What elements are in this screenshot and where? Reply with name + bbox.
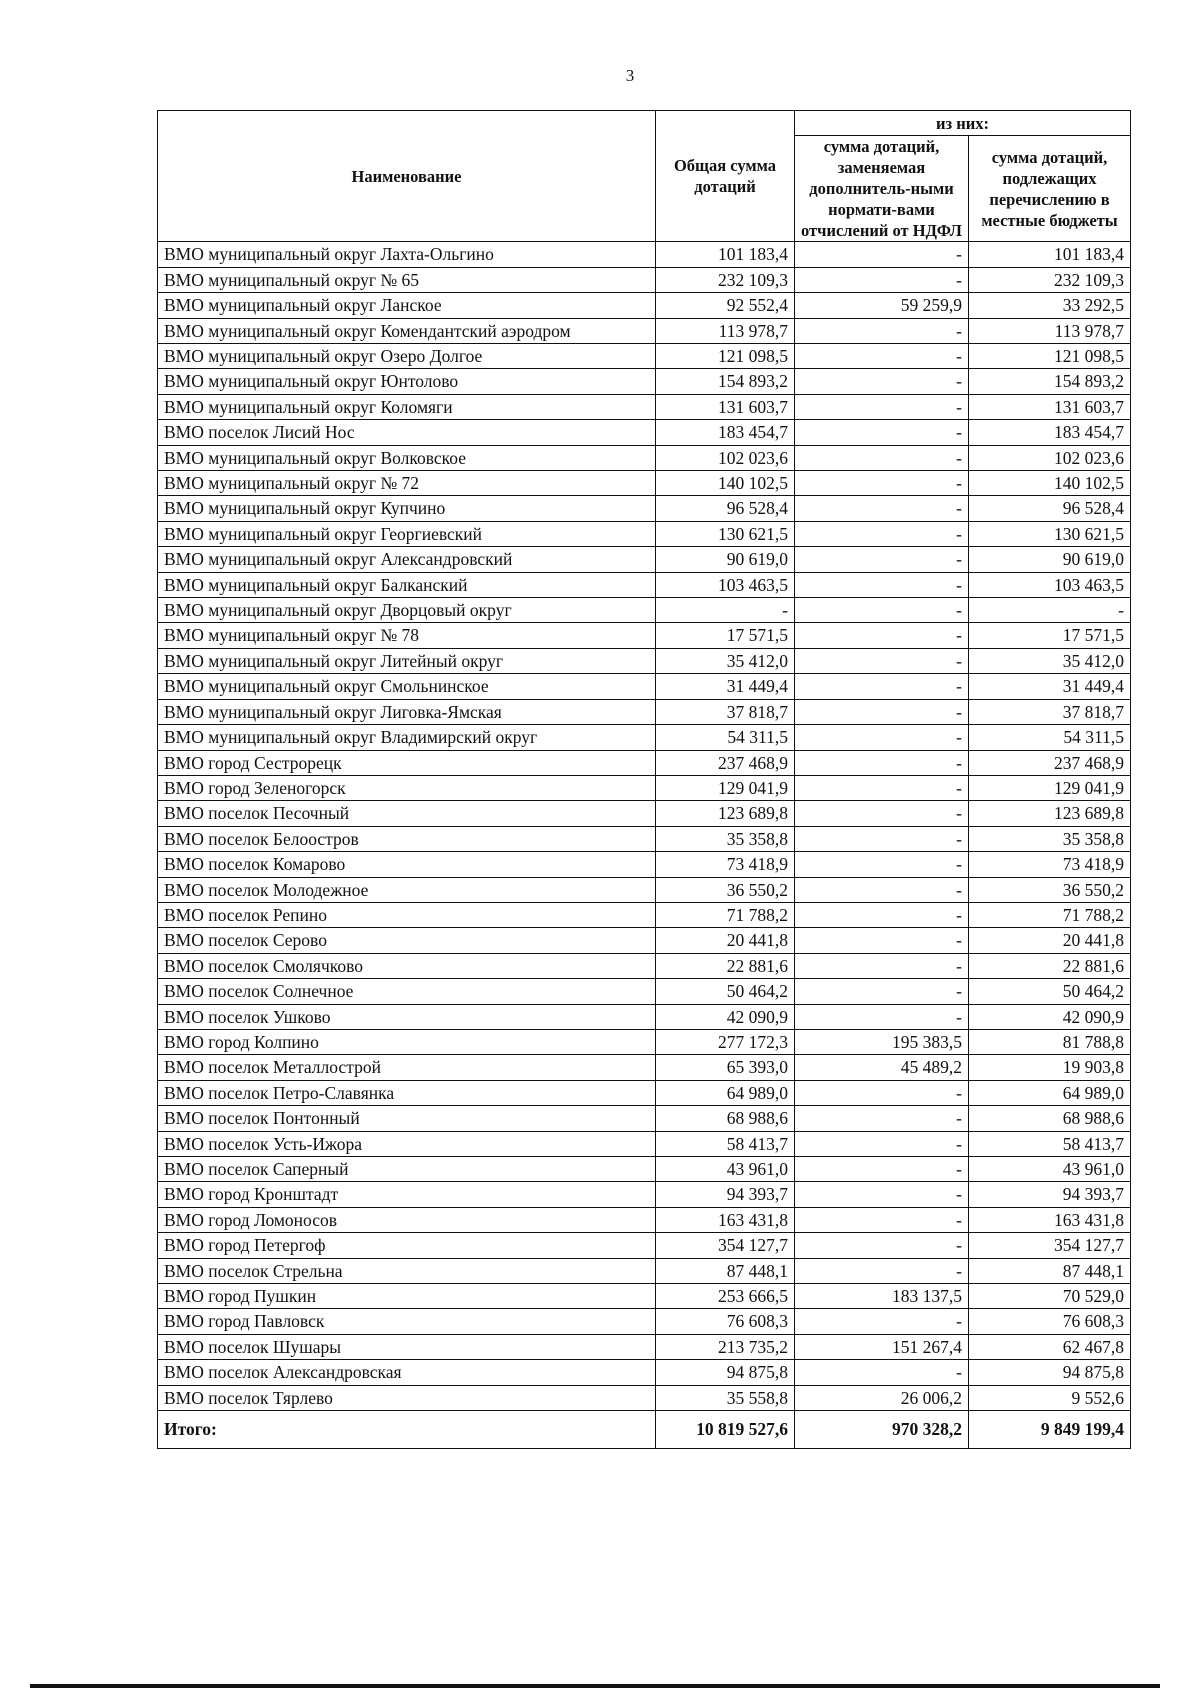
table-row: [158, 1233, 1131, 1258]
row-transfer: 123 689,8: [969, 801, 1131, 826]
table-row: [158, 521, 1131, 546]
row-total: 232 109,3: [656, 267, 795, 292]
row-transfer: 129 041,9: [969, 775, 1131, 800]
row-total: 94 393,7: [656, 1182, 795, 1207]
table-row: [158, 293, 1131, 318]
row-name: ВМО поселок Тярлево: [158, 1385, 656, 1410]
row-name: ВМО поселок Шушары: [158, 1334, 656, 1359]
row-total: 354 127,7: [656, 1233, 795, 1258]
row-total: 58 413,7: [656, 1131, 795, 1156]
table-row: [158, 1029, 1131, 1054]
row-transfer: 130 621,5: [969, 521, 1131, 546]
row-total: 64 989,0: [656, 1080, 795, 1105]
row-transfer: 113 978,7: [969, 318, 1131, 343]
row-replaced: -: [795, 267, 969, 292]
row-name: ВМО муниципальный округ Владимирский округ: [158, 725, 656, 750]
table-row: [158, 877, 1131, 902]
row-name: ВМО муниципальный округ Комендантский аэродром: [158, 318, 656, 343]
table-row: [158, 598, 1131, 623]
header-group: из них:: [795, 111, 1131, 136]
row-name: ВМО поселок Репино: [158, 902, 656, 927]
row-replaced: -: [795, 344, 969, 369]
row-transfer: 76 608,3: [969, 1309, 1131, 1334]
row-name: ВМО город Колпино: [158, 1029, 656, 1054]
row-total: 103 463,5: [656, 572, 795, 597]
row-total: 237 468,9: [656, 750, 795, 775]
table-row: [158, 1258, 1131, 1283]
table-row: [158, 775, 1131, 800]
row-transfer: 19 903,8: [969, 1055, 1131, 1080]
row-replaced: -: [795, 1309, 969, 1334]
row-total: 54 311,5: [656, 725, 795, 750]
total-sum: 10 819 527,6: [656, 1411, 795, 1449]
row-total: 20 441,8: [656, 928, 795, 953]
row-total: 183 454,7: [656, 420, 795, 445]
row-total: 37 818,7: [656, 699, 795, 724]
row-total: 43 961,0: [656, 1157, 795, 1182]
header-replaced: сумма дотаций, заменяемая дополнитель-ными нормати-вами отчислений от НДФЛ: [795, 136, 969, 242]
table-row: [158, 1004, 1131, 1029]
table-row: [158, 572, 1131, 597]
row-transfer: 94 393,7: [969, 1182, 1131, 1207]
table-row: [158, 1055, 1131, 1080]
table-row: [158, 445, 1131, 470]
row-replaced: 45 489,2: [795, 1055, 969, 1080]
row-total: 123 689,8: [656, 801, 795, 826]
row-transfer: 232 109,3: [969, 267, 1131, 292]
row-replaced: -: [795, 1080, 969, 1105]
row-transfer: 43 961,0: [969, 1157, 1131, 1182]
row-replaced: -: [795, 979, 969, 1004]
row-total: 76 608,3: [656, 1309, 795, 1334]
row-name: ВМО поселок Комарово: [158, 852, 656, 877]
row-replaced: -: [795, 699, 969, 724]
row-replaced: -: [795, 1360, 969, 1385]
row-replaced: -: [795, 648, 969, 673]
row-total: 31 449,4: [656, 674, 795, 699]
table-row: [158, 750, 1131, 775]
row-transfer: 35 412,0: [969, 648, 1131, 673]
row-transfer: 94 875,8: [969, 1360, 1131, 1385]
row-name: ВМО поселок Серово: [158, 928, 656, 953]
row-replaced: -: [795, 623, 969, 648]
row-transfer: 20 441,8: [969, 928, 1131, 953]
row-name: ВМО город Павловск: [158, 1309, 656, 1334]
row-total: 121 098,5: [656, 344, 795, 369]
row-total: 154 893,2: [656, 369, 795, 394]
row-name: ВМО муниципальный округ Георгиевский: [158, 521, 656, 546]
row-total: 101 183,4: [656, 242, 795, 267]
row-total: 140 102,5: [656, 471, 795, 496]
row-name: ВМО муниципальный округ Литейный округ: [158, 648, 656, 673]
row-total: 277 172,3: [656, 1029, 795, 1054]
row-replaced: -: [795, 674, 969, 699]
row-total: 131 603,7: [656, 394, 795, 419]
table-row: [158, 1131, 1131, 1156]
row-transfer: -: [969, 598, 1131, 623]
row-name: ВМО поселок Молодежное: [158, 877, 656, 902]
row-transfer: 70 529,0: [969, 1284, 1131, 1309]
row-replaced: -: [795, 877, 969, 902]
total-label: Итого:: [158, 1411, 656, 1449]
row-total: 213 735,2: [656, 1334, 795, 1359]
header-total: Общая сумма дотаций: [656, 111, 795, 242]
row-name: ВМО поселок Лисий Нос: [158, 420, 656, 445]
row-total: 36 550,2: [656, 877, 795, 902]
row-replaced: -: [795, 928, 969, 953]
row-name: ВМО муниципальный округ Ланское: [158, 293, 656, 318]
row-total: 94 875,8: [656, 1360, 795, 1385]
row-transfer: 58 413,7: [969, 1131, 1131, 1156]
row-replaced: -: [795, 852, 969, 877]
row-transfer: 102 023,6: [969, 445, 1131, 470]
row-name: ВМО муниципальный округ Дворцовый округ: [158, 598, 656, 623]
row-name: ВМО поселок Петро-Славянка: [158, 1080, 656, 1105]
table-row: [158, 1207, 1131, 1232]
row-transfer: 42 090,9: [969, 1004, 1131, 1029]
table-row: [158, 979, 1131, 1004]
row-total: 87 448,1: [656, 1258, 795, 1283]
row-replaced: -: [795, 521, 969, 546]
row-replaced: 59 259,9: [795, 293, 969, 318]
row-replaced: -: [795, 394, 969, 419]
row-total: 130 621,5: [656, 521, 795, 546]
row-name: ВМО поселок Понтонный: [158, 1106, 656, 1131]
row-replaced: -: [795, 598, 969, 623]
row-total: 17 571,5: [656, 623, 795, 648]
row-replaced: -: [795, 1182, 969, 1207]
row-replaced: -: [795, 420, 969, 445]
table-row: [158, 953, 1131, 978]
row-name: ВМО муниципальный округ Лахта-Ольгино: [158, 242, 656, 267]
row-transfer: 22 881,6: [969, 953, 1131, 978]
table-row: [158, 394, 1131, 419]
table-row: [158, 1182, 1131, 1207]
row-replaced: -: [795, 1131, 969, 1156]
row-transfer: 37 818,7: [969, 699, 1131, 724]
table-row: [158, 1080, 1131, 1105]
row-total: 50 464,2: [656, 979, 795, 1004]
table-row: [158, 344, 1131, 369]
table-row: [158, 471, 1131, 496]
row-transfer: 237 468,9: [969, 750, 1131, 775]
row-transfer: 9 552,6: [969, 1385, 1131, 1410]
row-name: ВМО муниципальный округ Волковское: [158, 445, 656, 470]
row-total: 129 041,9: [656, 775, 795, 800]
row-replaced: -: [795, 1106, 969, 1131]
row-total: 92 552,4: [656, 293, 795, 318]
row-replaced: -: [795, 471, 969, 496]
table-row: [158, 801, 1131, 826]
table-row: [158, 674, 1131, 699]
table-row: [158, 1334, 1131, 1359]
row-name: ВМО поселок Смолячково: [158, 953, 656, 978]
page-number: 3: [625, 66, 635, 85]
row-transfer: 96 528,4: [969, 496, 1131, 521]
row-transfer: 50 464,2: [969, 979, 1131, 1004]
header-transfer: сумма дотаций, подлежащих перечислению в местные бюджеты: [969, 136, 1131, 242]
row-replaced: -: [795, 445, 969, 470]
row-name: ВМО поселок Александровская: [158, 1360, 656, 1385]
row-total: 35 358,8: [656, 826, 795, 851]
row-replaced: -: [795, 801, 969, 826]
table-row: [158, 648, 1131, 673]
row-replaced: -: [795, 496, 969, 521]
row-replaced: -: [795, 1207, 969, 1232]
row-total: 96 528,4: [656, 496, 795, 521]
bottom-border-line: [30, 1684, 1160, 1688]
row-name: ВМО город Сестрорецк: [158, 750, 656, 775]
row-replaced: -: [795, 1004, 969, 1029]
row-replaced: 26 006,2: [795, 1385, 969, 1410]
row-transfer: 103 463,5: [969, 572, 1131, 597]
row-total: 68 988,6: [656, 1106, 795, 1131]
total-replaced: 970 328,2: [795, 1411, 969, 1449]
row-replaced: 183 137,5: [795, 1284, 969, 1309]
row-replaced: -: [795, 242, 969, 267]
table-row: [158, 1157, 1131, 1182]
row-name: ВМО поселок Солнечное: [158, 979, 656, 1004]
row-transfer: 62 467,8: [969, 1334, 1131, 1359]
row-replaced: -: [795, 902, 969, 927]
total-transfer: 9 849 199,4: [969, 1411, 1131, 1449]
table-row: [158, 496, 1131, 521]
row-transfer: 81 788,8: [969, 1029, 1131, 1054]
row-name: ВМО город Петергоф: [158, 1233, 656, 1258]
table-row: [158, 1106, 1131, 1131]
table-row: [158, 623, 1131, 648]
row-replaced: -: [795, 750, 969, 775]
row-transfer: 90 619,0: [969, 547, 1131, 572]
row-name: ВМО город Ломоносов: [158, 1207, 656, 1232]
row-replaced: -: [795, 318, 969, 343]
table-row: [158, 547, 1131, 572]
row-total: 163 431,8: [656, 1207, 795, 1232]
table-row: [158, 242, 1131, 267]
row-transfer: 354 127,7: [969, 1233, 1131, 1258]
table-row: [158, 369, 1131, 394]
table-row: [158, 420, 1131, 445]
row-replaced: -: [795, 572, 969, 597]
table-row: [158, 1309, 1131, 1334]
row-transfer: 71 788,2: [969, 902, 1131, 927]
row-name: ВМО поселок Ушково: [158, 1004, 656, 1029]
row-transfer: 101 183,4: [969, 242, 1131, 267]
row-name: ВМО муниципальный округ Александровский: [158, 547, 656, 572]
row-transfer: 163 431,8: [969, 1207, 1131, 1232]
row-transfer: 154 893,2: [969, 369, 1131, 394]
row-total: 35 558,8: [656, 1385, 795, 1410]
row-transfer: 140 102,5: [969, 471, 1131, 496]
row-replaced: 195 383,5: [795, 1029, 969, 1054]
row-name: ВМО муниципальный округ Смольнинское: [158, 674, 656, 699]
row-transfer: 36 550,2: [969, 877, 1131, 902]
row-transfer: 35 358,8: [969, 826, 1131, 851]
row-transfer: 64 989,0: [969, 1080, 1131, 1105]
row-total: 42 090,9: [656, 1004, 795, 1029]
row-name: ВМО муниципальный округ Озеро Долгое: [158, 344, 656, 369]
row-name: ВМО город Зеленогорск: [158, 775, 656, 800]
row-name: ВМО муниципальный округ Лиговка-Ямская: [158, 699, 656, 724]
row-replaced: -: [795, 1233, 969, 1258]
total-row: [158, 1411, 1131, 1449]
row-total: 90 619,0: [656, 547, 795, 572]
table-row: [158, 1360, 1131, 1385]
table-row: [158, 928, 1131, 953]
row-transfer: 54 311,5: [969, 725, 1131, 750]
row-transfer: 73 418,9: [969, 852, 1131, 877]
row-name: ВМО муниципальный округ Купчино: [158, 496, 656, 521]
row-transfer: 68 988,6: [969, 1106, 1131, 1131]
row-replaced: -: [795, 725, 969, 750]
row-name: ВМО муниципальный округ Балканский: [158, 572, 656, 597]
row-replaced: -: [795, 775, 969, 800]
row-total: 22 881,6: [656, 953, 795, 978]
table-row: [158, 1284, 1131, 1309]
row-name: ВМО город Пушкин: [158, 1284, 656, 1309]
row-total: 102 023,6: [656, 445, 795, 470]
row-total: 113 978,7: [656, 318, 795, 343]
table-row: [158, 725, 1131, 750]
row-name: ВМО поселок Песочный: [158, 801, 656, 826]
row-replaced: -: [795, 953, 969, 978]
header-name: Наименование: [158, 111, 656, 242]
row-transfer: 121 098,5: [969, 344, 1131, 369]
table-row: [158, 699, 1131, 724]
row-total: 71 788,2: [656, 902, 795, 927]
row-name: ВМО муниципальный округ № 78: [158, 623, 656, 648]
table-body: [158, 242, 1131, 1411]
row-total: 35 412,0: [656, 648, 795, 673]
row-replaced: 151 267,4: [795, 1334, 969, 1359]
row-replaced: -: [795, 826, 969, 851]
row-name: ВМО муниципальный округ № 65: [158, 267, 656, 292]
row-name: ВМО муниципальный округ Коломяги: [158, 394, 656, 419]
row-replaced: -: [795, 1157, 969, 1182]
row-name: ВМО поселок Стрельна: [158, 1258, 656, 1283]
row-transfer: 33 292,5: [969, 293, 1131, 318]
grants-table: [157, 110, 1131, 1449]
row-total: 73 418,9: [656, 852, 795, 877]
row-name: ВМО поселок Металлострой: [158, 1055, 656, 1080]
row-name: ВМО муниципальный округ № 72: [158, 471, 656, 496]
row-name: ВМО город Кронштадт: [158, 1182, 656, 1207]
row-name: ВМО поселок Саперный: [158, 1157, 656, 1182]
row-replaced: -: [795, 1258, 969, 1283]
row-name: ВМО поселок Усть-Ижора: [158, 1131, 656, 1156]
row-transfer: 131 603,7: [969, 394, 1131, 419]
table-row: [158, 852, 1131, 877]
row-name: ВМО поселок Белоостров: [158, 826, 656, 851]
row-name: ВМО муниципальный округ Юнтолово: [158, 369, 656, 394]
table-row: [158, 318, 1131, 343]
row-replaced: -: [795, 547, 969, 572]
row-total: 253 666,5: [656, 1284, 795, 1309]
row-transfer: 87 448,1: [969, 1258, 1131, 1283]
table-row: [158, 267, 1131, 292]
table-row: [158, 826, 1131, 851]
table-row: [158, 1385, 1131, 1410]
table-row: [158, 902, 1131, 927]
row-replaced: -: [795, 369, 969, 394]
row-transfer: 17 571,5: [969, 623, 1131, 648]
row-transfer: 31 449,4: [969, 674, 1131, 699]
row-total: -: [656, 598, 795, 623]
row-transfer: 183 454,7: [969, 420, 1131, 445]
row-total: 65 393,0: [656, 1055, 795, 1080]
